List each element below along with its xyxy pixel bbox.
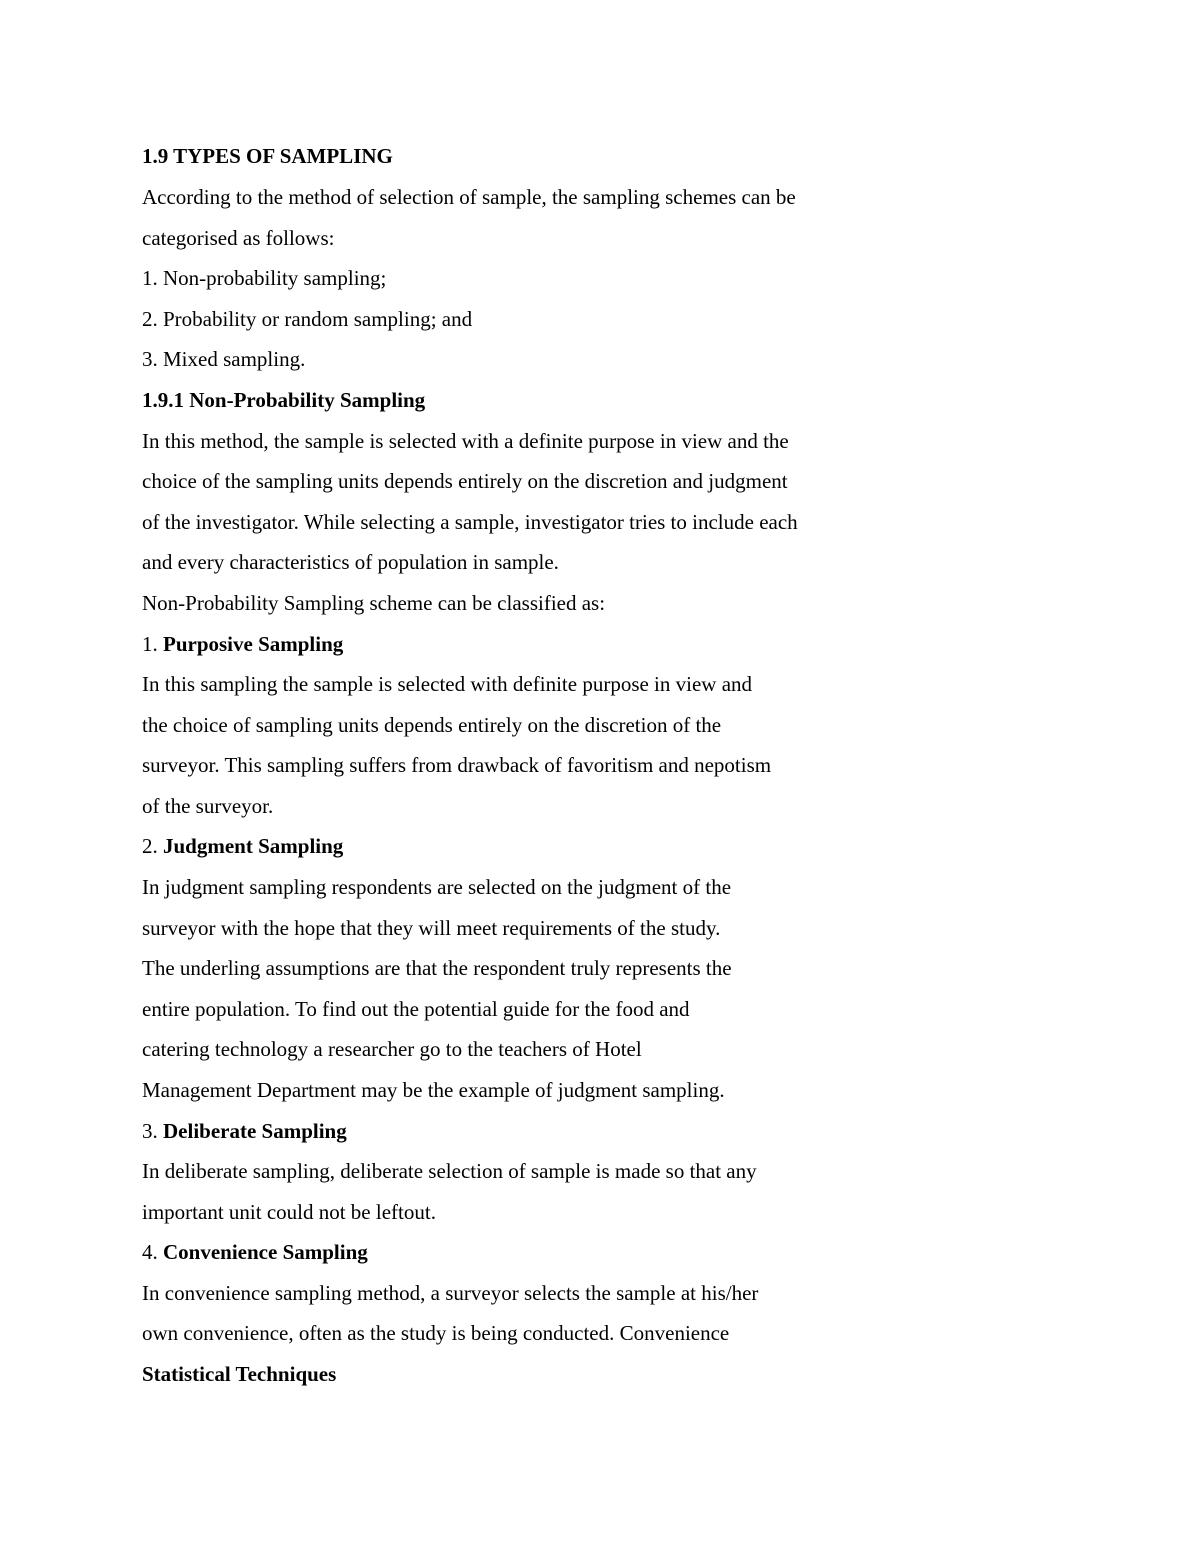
nonprob-para-line-4: and every characteristics of population in sample. [142,550,559,574]
type-title: Purposive Sampling [163,632,344,656]
judgment-line-1: In judgment sampling respondents are selected on the judgment of the [142,875,732,899]
type-title: Convenience Sampling [163,1240,368,1264]
type-number: 2. [142,834,163,858]
type-number: 3. [142,1119,163,1143]
purposive-line-4: of the surveyor. [142,794,274,818]
type-heading-judgment [142,834,343,858]
scheme-list-item-1: 1. Non-probability sampling; [142,266,387,290]
type-heading-purposive [142,632,343,656]
convenience-line-1: In convenience sampling method, a surveyor selects the sample at his/her [142,1281,759,1305]
subsection-heading: 1.9.1 Non-Probability Sampling [142,388,426,412]
deliberate-line-1: In deliberate sampling, deliberate selection of sample is made so that any [142,1159,757,1183]
page-footer-title: Statistical Techniques [142,1362,337,1386]
judgment-line-4: entire population. To find out the potential guide for the food and [142,997,690,1021]
nonprob-para-line-3: of the investigator. While selecting a sample, investigator tries to include each [142,510,798,534]
type-title: Deliberate Sampling [163,1119,347,1143]
judgment-line-2: surveyor with the hope that they will meet requirements of the study. [142,916,721,940]
purposive-line-1: In this sampling the sample is selected with definite purpose in view and [142,672,753,696]
purposive-line-3: surveyor. This sampling suffers from drawback of favoritism and nepotism [142,753,772,777]
type-number: 4. [142,1240,163,1264]
nonprob-para-line-1: In this method, the sample is selected with a definite purpose in view and the [142,429,789,453]
type-title: Judgment Sampling [163,834,344,858]
purposive-line-2: the choice of sampling units depends entirely on the discretion of the [142,713,722,737]
type-number: 1. [142,632,163,656]
deliberate-line-2: important unit could not be leftout. [142,1200,436,1224]
scheme-list-item-2: 2. Probability or random sampling; and [142,307,473,331]
nonprob-para-line-2: choice of the sampling units depends entirely on the discretion and judgment [142,469,788,493]
intro-line-2: categorised as follows: [142,226,335,250]
section-heading: 1.9 TYPES OF SAMPLING [142,144,393,168]
scheme-list-item-3: 3. Mixed sampling. [142,347,306,371]
judgment-line-5: catering technology a researcher go to the teachers of Hotel [142,1037,642,1061]
type-heading-convenience [142,1240,368,1264]
intro-line-1: According to the method of selection of sample, the sampling schemes can be [142,185,796,209]
type-heading-deliberate [142,1119,347,1143]
classified-as-line: Non-Probability Sampling scheme can be classified as: [142,591,606,615]
judgment-line-6: Management Department may be the example of judgment sampling. [142,1078,725,1102]
judgment-line-3: The underling assumptions are that the respondent truly represents the [142,956,732,980]
convenience-line-2: own convenience, often as the study is being conducted. Convenience [142,1321,730,1345]
